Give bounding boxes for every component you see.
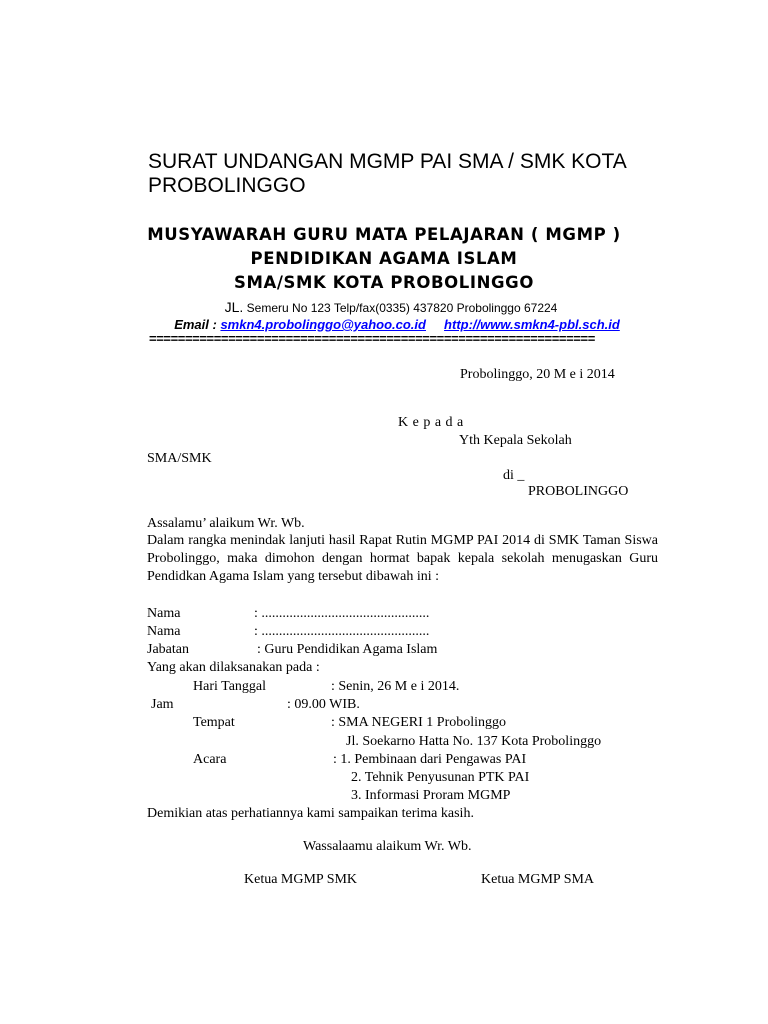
field-label: Nama <box>147 624 181 639</box>
acara-item: 2. Tehnik Penyusunan PTK PAI <box>351 770 530 785</box>
document-title-line-2: PROBOLINGGO <box>148 174 306 197</box>
jam-label: Jam <box>151 697 174 712</box>
email-label: Email : <box>174 317 217 332</box>
acara-item: : 1. Pembinaan dari Pengawas PAI <box>333 752 527 767</box>
letterhead-address <box>0 299 768 315</box>
salam-open: Assalamu’ alaikum Wr. Wb. <box>147 516 305 531</box>
field-label: Jabatan <box>147 642 189 657</box>
jam-value: : 09.00 WIB. <box>287 697 360 712</box>
recipient: SMA/SMK <box>147 451 212 466</box>
field-label: Nama <box>147 606 181 621</box>
email-link[interactable]: smkn4.probolinggo@yahoo.co.id <box>220 317 426 332</box>
field-value: : Guru Pendidikan Agama Islam <box>257 642 438 657</box>
closing-text: Demikian atas perhatiannya kami sampaikan terima kasih. <box>147 806 474 821</box>
address-prefix: JL. <box>224 299 244 315</box>
di-line: di _ <box>503 468 525 483</box>
place-date: Probolinggo, 20 M e i 2014 <box>460 367 615 382</box>
letterhead-org-line-3: SMA/SMK KOTA PROBOLINGGO <box>234 273 534 292</box>
salam-close: Wassalaamu alaikum Wr. Wb. <box>303 839 472 854</box>
document-title <box>148 150 627 198</box>
signer-right: Ketua MGMP SMA <box>481 872 595 887</box>
kepada: K e p a d a <box>398 415 464 430</box>
letterhead-org-line-1: MUSYAWARAH GURU MATA PELAJARAN ( MGMP ) <box>147 225 621 244</box>
tempat-label: Tempat <box>193 715 235 730</box>
document-title-line-1: SURAT UNDANGAN MGMP PAI SMA / SMK KOTA <box>148 150 627 173</box>
yth: Yth Kepala Sekolah <box>459 433 572 448</box>
address-text: Semeru No 123 Telp/fax(0335) 437820 Probolinggo 67224 <box>246 301 558 315</box>
field-value: : ................................................ <box>254 606 430 621</box>
tempat-address: Jl. Soekarno Hatta No. 137 Kota Probolinggo <box>346 734 602 749</box>
hari-value: : Senin, 26 M e i 2014. <box>331 679 460 694</box>
field-value: : ................................................ <box>254 624 430 639</box>
letterhead-contact <box>0 317 768 332</box>
signer-left: Ketua MGMP SMK <box>244 872 358 887</box>
letterhead-rule: ============================================================== <box>149 331 595 346</box>
acara-item: 3. Informasi Proram MGMP <box>351 788 511 803</box>
hari-label: Hari Tanggal <box>193 679 267 694</box>
intro-paragraph: Dalam rangka menindak lanjuti hasil Rapat Rutin MGMP PAI 2014 di SMK Taman Siswa Probolinggo, maka dimohon dengan hormat bapak kepala sekolah menugaskan Guru Pendidkan Agama Islam yang tersebut dibawah ini : <box>147 533 658 584</box>
letterhead-org-line-2: PENDIDIKAN AGAMA ISLAM <box>250 249 518 268</box>
website-link[interactable]: http://www.smkn4-pbl.sch.id <box>444 317 620 332</box>
tempat-value: : SMA NEGERI 1 Probolinggo <box>331 715 507 730</box>
acara-label: Acara <box>193 752 227 767</box>
schedule-intro: Yang akan dilaksanakan pada : <box>147 660 320 675</box>
city: PROBOLINGGO <box>528 484 629 499</box>
